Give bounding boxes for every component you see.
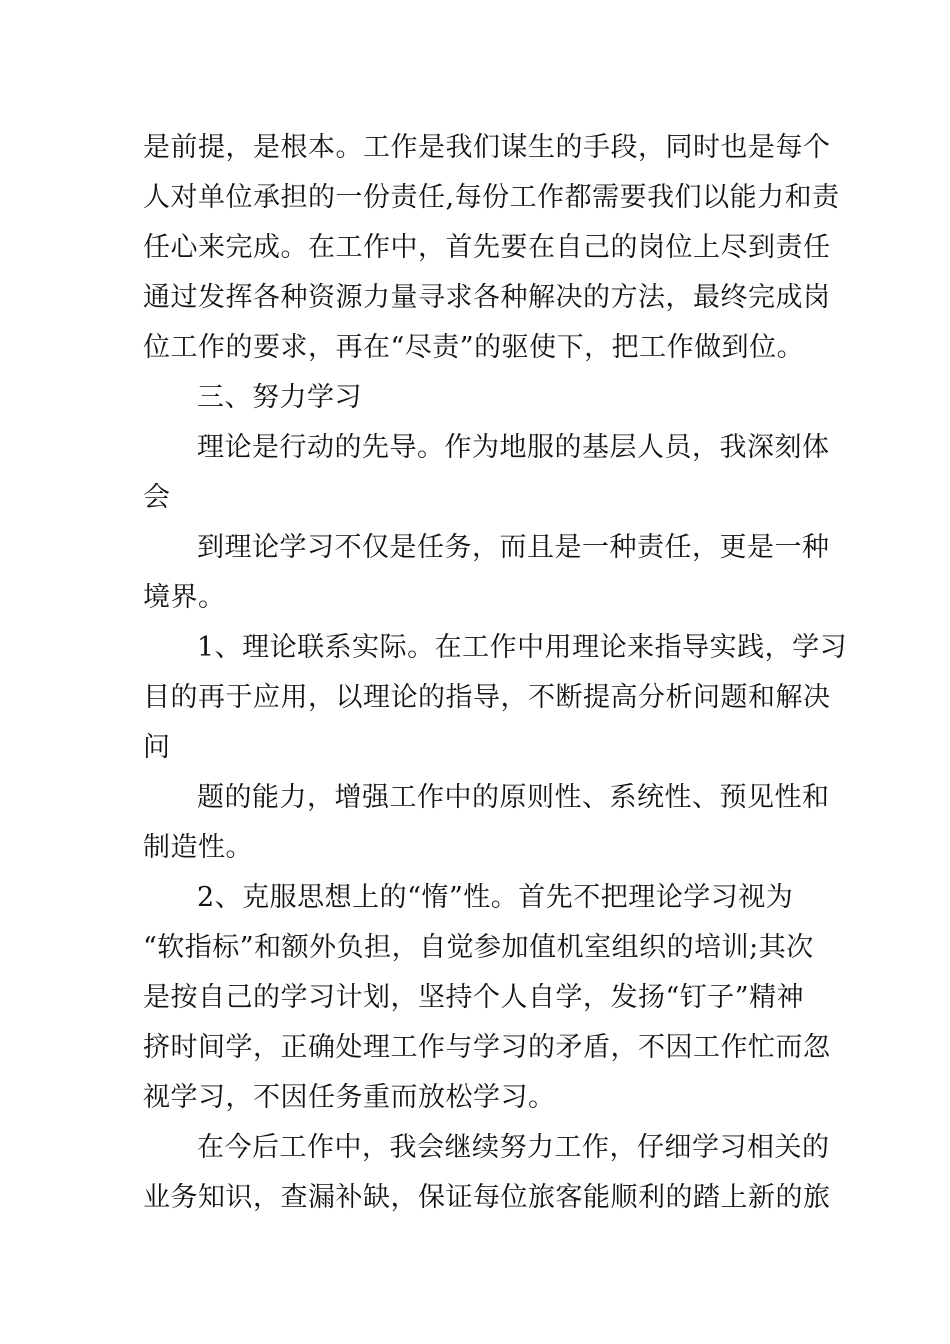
text-line: 理论是行动的先导。作为地服的基层人员，我深刻体 bbox=[197, 432, 830, 463]
text-line: 制造性。 bbox=[143, 832, 253, 863]
text-line: 会 bbox=[143, 482, 171, 513]
text-line: “软指标”和额外负担，自觉参加值机室组织的培训;其次 bbox=[143, 932, 814, 963]
text-line: 1、理论联系实际。在工作中用理论来指导实践，学习 bbox=[197, 632, 848, 663]
text-line: 问 bbox=[143, 732, 171, 763]
text-line: 通过发挥各种资源力量寻求各种解决的方法，最终完成岗 bbox=[143, 282, 831, 313]
text-line: 位工作的要求，再在“尽责”的驱使下，把工作做到位。 bbox=[143, 332, 805, 363]
text-line: 2、克服思想上的“惰”性。首先不把理论学习视为 bbox=[197, 882, 794, 913]
section-heading: 三、努力学习 bbox=[197, 382, 362, 413]
text-line: 挤时间学，正确处理工作与学习的矛盾，不因工作忙而忽 bbox=[143, 1032, 831, 1063]
text-line: 目的再于应用，以理论的指导，不断提高分析问题和解决 bbox=[143, 682, 831, 713]
text-line: 是按自己的学习计划，坚持个人自学，发扬“钉子”精神 bbox=[143, 982, 805, 1013]
text-line: 到理论学习不仅是任务，而且是一种责任，更是一种 bbox=[197, 532, 830, 563]
text-line: 人对单位承担的一份责任,每份工作都需要我们以能力和责 bbox=[143, 182, 840, 213]
text-line: 境界。 bbox=[143, 582, 226, 613]
text-line: 在今后工作中，我会继续努力工作，仔细学习相关的 bbox=[197, 1132, 830, 1163]
text-line: 视学习，不因任务重而放松学习。 bbox=[143, 1082, 556, 1113]
text-line: 题的能力，增强工作中的原则性、系统性、预见性和 bbox=[197, 782, 830, 813]
text-line: 业务知识，查漏补缺，保证每位旅客能顺利的踏上新的旅 bbox=[143, 1182, 831, 1213]
text-line: 是前提，是根本。工作是我们谋生的手段，同时也是每个 bbox=[143, 132, 831, 163]
text-line: 任心来完成。在工作中，首先要在自己的岗位上尽到责任 bbox=[143, 232, 831, 263]
